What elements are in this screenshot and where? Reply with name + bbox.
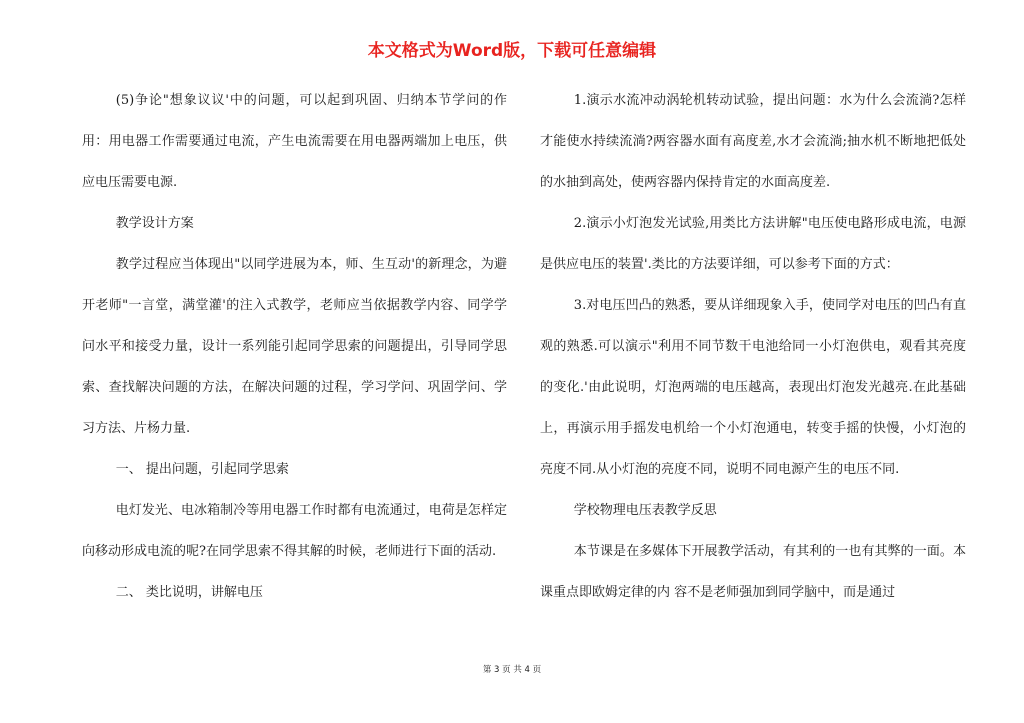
paragraph: 2.演示小灯泡发光试验,用类比方法讲解"电压使电路形成电流，电源是供应电压的装置'.类比的方法要详细，可以参考下面的方式： (540, 216, 966, 272)
paragraph: 电灯发光、电冰箱制冷等用电器工作时都有电流通过，电荷是怎样定向移动形成电流的呢?在同学思索不得其解的时候，老师进行下面的活动. (82, 503, 507, 559)
section-heading: 教学设计方案 (115, 216, 194, 231)
section-heading: 学校物理电压表教学反思 (573, 503, 717, 518)
paragraph: (5)争论"想象议议'中的问题，可以起到巩固、归纳本节学问的作用：用电器工作需要通过电流，产生电流需要在用电器两端加上电压，供应电压需要电源. (82, 93, 507, 190)
paragraph: 教学过程应当体现出"以同学进展为本，师、生互动'的新理念，为避开老师"一言堂，满堂灌'的注入式教学，老师应当依据教学内容、同学学问水平和接受力量，设计一系列能引起同学思索的问题提出，引导同学思索、查找解决问题的方法，在解决问题的过程，学习学问、巩固学问、学习方法、片杨力量. (82, 257, 507, 436)
page-number: 第 3 页 共 4 页 (482, 665, 542, 675)
section-heading: 二、 类比说明，讲解电压 (115, 585, 263, 600)
left-column (82, 80, 507, 613)
right-column (540, 80, 966, 613)
paragraph: 本节课是在多媒体下开展教学活动，有其利的一也有其弊的一面。本课重点即欧姆定律的内 容不是老师强加到同学脑中，而是通过 (540, 544, 966, 600)
paragraph: 1.演示水流冲动涡轮机转动试验，提出问题：水为什么会流淌?怎样才能使水持续流淌?两容器水面有高度差,水才会流淌;抽水机不断地把低处的水抽到高处，使两容器内保持肯定的水面高度差. (540, 93, 966, 190)
document-banner: 本文格式为Word版，下载可任意编辑 (367, 41, 657, 61)
paragraph: 3.对电压凹凸的熟悉，要从详细现象入手，使同学对电压的凹凸有直观的熟悉.可以演示"利用不同节数干电池给同一小灯泡供电，观看其亮度的变化.'由此说明，灯泡两端的电压越高，表现出灯泡发光越亮.在此基础上，再演示用手摇发电机给一个小灯泡通电，转变手摇的快慢，小灯泡的亮度不同.从小灯泡的亮度不同，说明不同电源产生的电压不同. (540, 298, 966, 477)
section-heading: 一、 提出问题，引起同学思索 (115, 462, 289, 477)
